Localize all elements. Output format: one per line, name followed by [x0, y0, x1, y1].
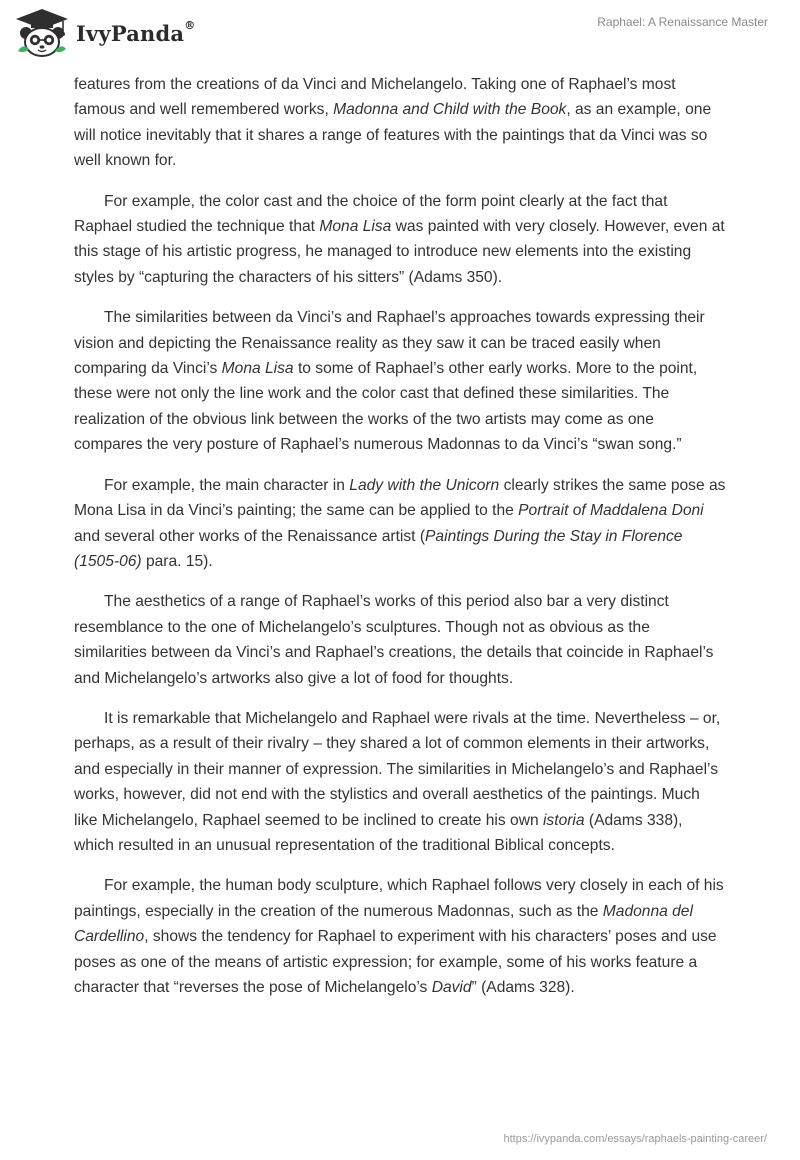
text-run: para. 15).: [141, 552, 213, 570]
italic-title: Madonna and Child with the Book: [333, 101, 567, 119]
text-run: clearly strikes the same pose as Mona Lisa in da Vinci’s painting; the same can be applied to the: [74, 476, 726, 520]
paragraph-2: [74, 189, 726, 291]
paragraph-3: [74, 305, 726, 457]
text-run: The similarities between da Vinci’s and Raphael’s approaches towards expressing their vision and depicting the Renaissance reality as they saw it can be traced easily when comparing da Vinci’s: [74, 309, 705, 378]
paragraph-6: [74, 706, 726, 858]
ivypanda-logo[interactable]: [14, 7, 195, 59]
italic-title: istoria: [542, 811, 585, 829]
text-run: The aesthetics of a range of Raphael’s works of this period also bar a very distinct resemblance to the one of Michelangelo’s sculptures. Though not as obvious as the similarities between da Vinci’s and Raphael’s creations, the details that coincide in Raphael’s and Michelangelo’s artworks also give a lot of food for thoughts.: [74, 593, 714, 687]
paragraph-7: [74, 873, 726, 1000]
italic-title: Mona Lisa: [221, 360, 294, 378]
text-run: , shows the tendency for Raphael to experiment with his characters’ poses and use poses as one of the means of artistic expression; for example, some of his works feature a character that “reverses the pose of Michelangelo’s: [74, 928, 717, 996]
logo-wordmark: [76, 18, 196, 46]
text-run: (Adams 338), which resulted in an unusual representation of the traditional Biblical concepts.: [74, 811, 683, 854]
text-run: ” (Adams 328).: [471, 979, 575, 996]
text-run: features from the creations of da Vinci and Michelangelo. Taking one of Raphael’s most famous and well remembered works,: [74, 76, 676, 119]
text-run: For example, the main character in: [104, 476, 350, 494]
paragraph-5: [74, 589, 726, 691]
italic-title: David: [431, 979, 472, 996]
italic-title: Portrait of Maddalena Doni: [518, 502, 704, 520]
paragraph-4: [74, 473, 726, 575]
source-url-link[interactable]: https://ivypanda.com/essays/raphaels-painting-career/: [503, 1133, 767, 1145]
running-title: Raphael: A Renaissance Master: [597, 15, 768, 29]
text-run: and several other works of the Renaissance artist (: [74, 527, 426, 545]
text-run: to some of Raphael’s other early works. More to the point, these were not only the line work and the color cast that defined these similarities. The realization of the obvious link between the works of the two artists may come as one compares the very posture of Raphael’s numerous Madonnas to da Vinci’s “swan song.”: [74, 360, 698, 454]
italic-title: Mona Lisa: [319, 218, 392, 236]
text-run: , as an example, one will notice inevitably that it shares a range of features with the paintings that da Vinci was so well known for.: [74, 101, 712, 170]
italic-title: Paintings During the Stay in Florence (1505-06): [74, 527, 683, 570]
registered-mark: ®: [184, 18, 196, 32]
italic-title: Lady with the Unicorn: [349, 476, 500, 494]
text-run: For example, the color cast and the choice of the form point clearly at the fact that Raphael studied the technique that: [74, 192, 668, 236]
page-header: [0, 0, 800, 66]
text-run: It is remarkable that Michelangelo and Raphael were rivals at the time. Nevertheless – or, perhaps, as a result of their rivalry – they shared a lot of common elements in their artworks, and especially in their manner of expression. The similarities in Michelangelo’s and Raphael’s works, however, did not end with the stylistics and overall aesthetics of the paintings. Much like Michelangelo, Raphael seemed to be inclined to create his own: [74, 709, 721, 829]
logo-name: IvyPanda: [76, 20, 185, 46]
text-run: For example, the human body sculpture, which Raphael follows very closely in each of his paintings, especially in the creation of the numerous Madonnas, such as the: [74, 877, 724, 920]
panda-graduate-icon: [14, 7, 70, 59]
italic-title: Madonna del Cardellino: [74, 902, 693, 946]
text-run: was painted with very closely. However, even at this stage of his artistic progress, he managed to introduce new elements into the existing styles by “capturing the characters of his sitters” (Adams 350).: [74, 218, 725, 286]
essay-body: [74, 72, 726, 1015]
paragraph-1: [74, 72, 726, 174]
